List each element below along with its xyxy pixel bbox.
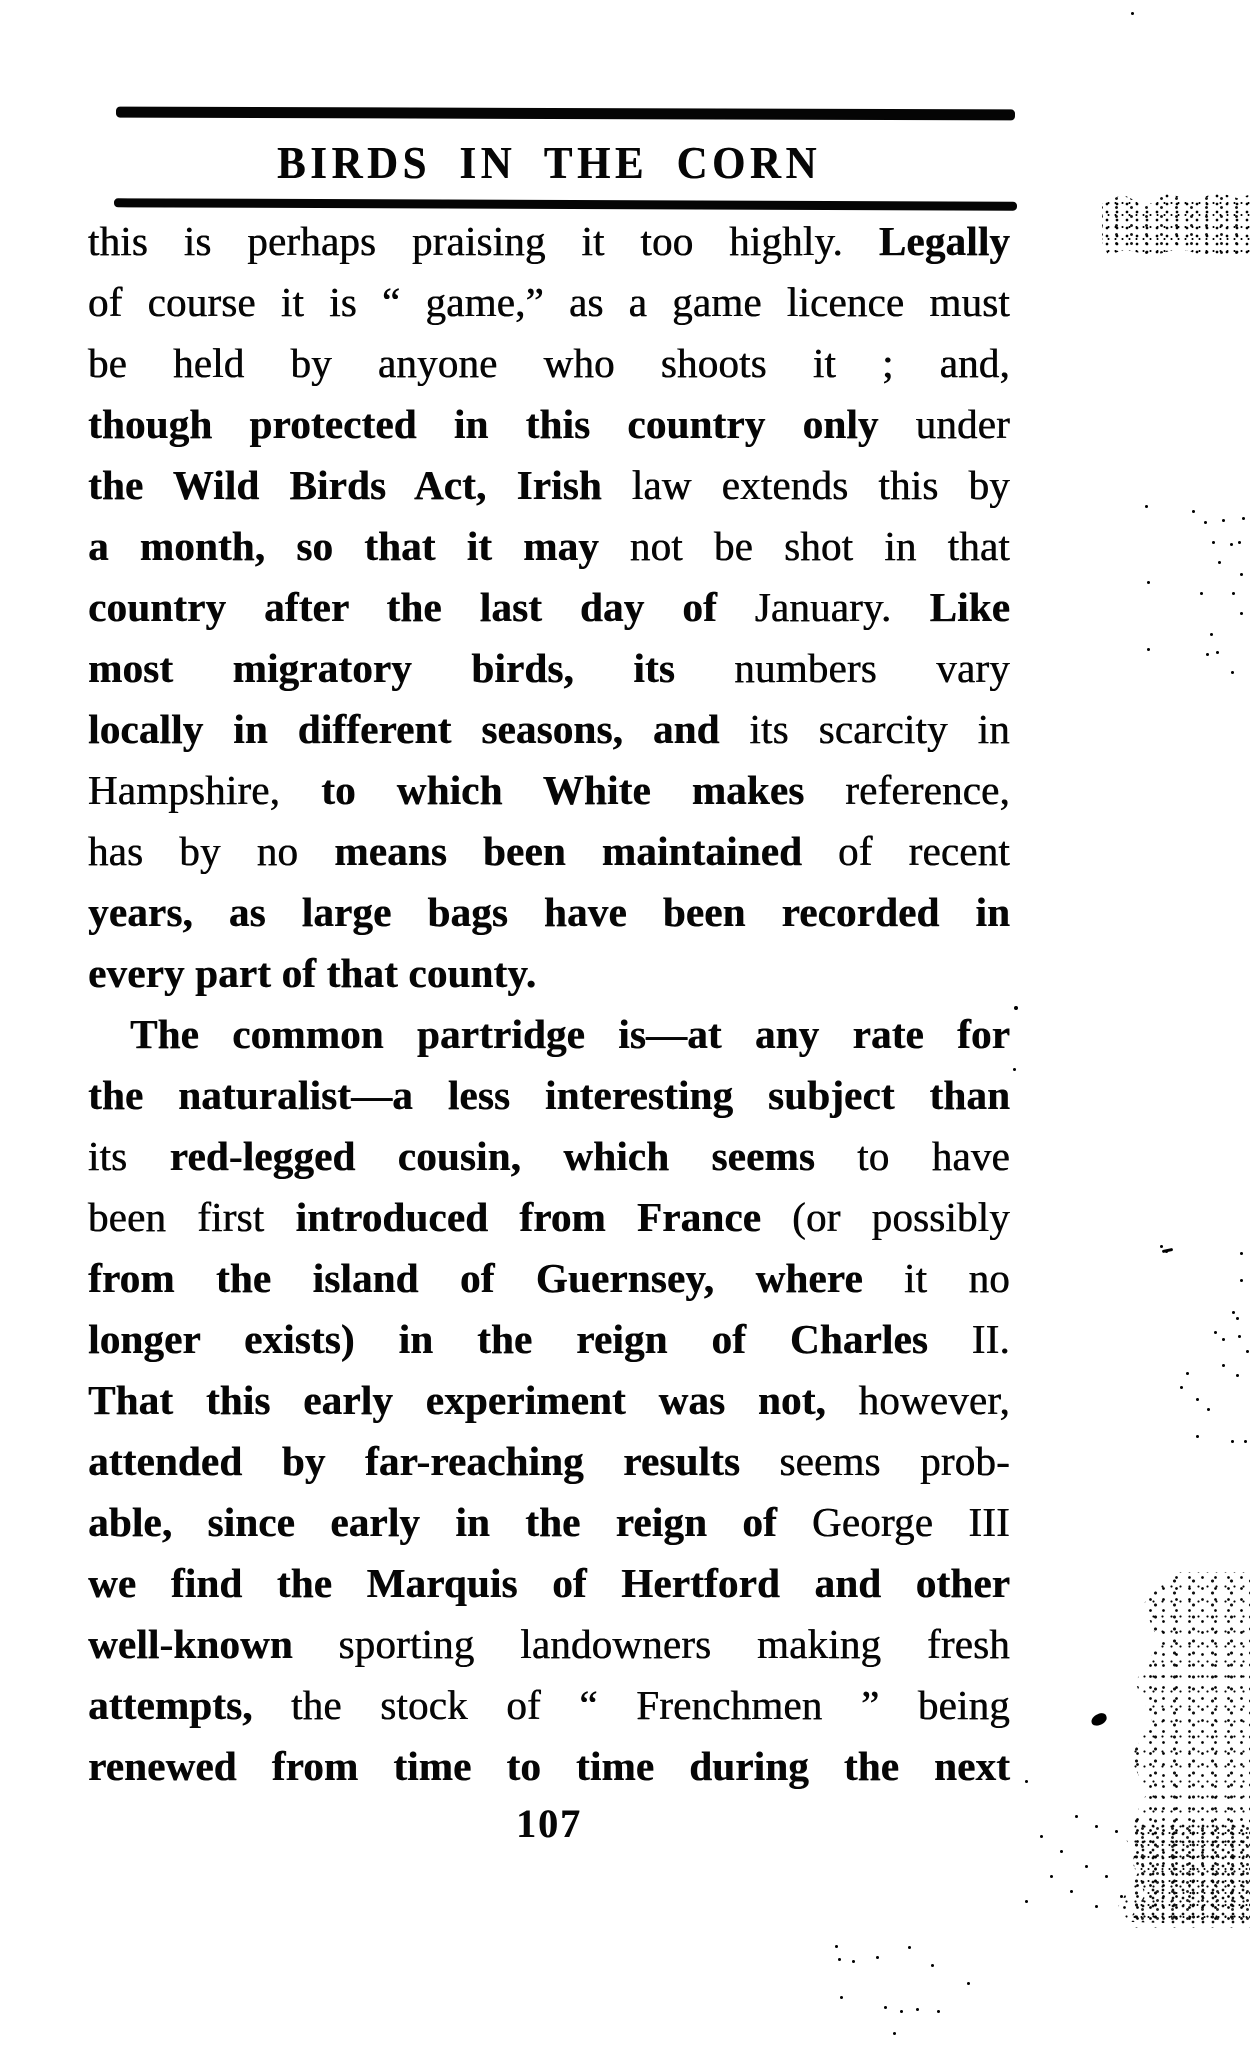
text-line: from the island of Guernsey, where it no (88, 1255, 1011, 1301)
text-line: well-known sporting landowners making fresh (88, 1621, 1010, 1667)
specks-bottom-center (835, 1945, 838, 1948)
text-line: most migratory birds, its numbers vary (88, 645, 1010, 691)
text-line: That this early experiment was not, however, (88, 1377, 1010, 1423)
margin-specks-right-lower (1025, 1780, 1028, 1783)
text-line: its red-legged cousin, which seems to have (88, 1133, 1010, 1179)
margin-specks-right-upper (1145, 505, 1148, 508)
text-line: we find the Marquis of Hertford and other (88, 1560, 1010, 1606)
ink-smudge-top-right (1102, 192, 1250, 256)
header-rule-bottom (114, 198, 1017, 210)
text-line: renewed from time to time during the next (88, 1743, 1010, 1789)
text-line: be held by anyone who shoots it ; and, (88, 340, 1010, 386)
text-line: attempts, the stock of “ Frenchmen ” being (88, 1682, 1010, 1728)
text-line: every part of that county. (88, 950, 537, 996)
speck-after-than (1013, 1068, 1016, 1071)
text-line: The common partridge is—at any rate for (130, 1011, 1010, 1057)
tilde-speck-right-margin (1162, 1248, 1173, 1253)
text-line: of course it is “ game,” as a game licence must (88, 279, 1010, 325)
speck-top-right (1131, 12, 1134, 15)
ink-blob-right-margin (1090, 1712, 1109, 1728)
text-line: country after the last day of January. Like (88, 584, 1011, 630)
text-line: a month, so that it may not be shot in that (88, 523, 1010, 569)
text-line: the Wild Birds Act, Irish law extends this by (88, 462, 1010, 508)
speck-after-for (1014, 1006, 1018, 1010)
text-line: attended by far-reaching results seems prob- (88, 1438, 1011, 1484)
text-line: the naturalist—a less interesting subject than (88, 1072, 1010, 1118)
text-line: been first introduced from France (or possibly (88, 1194, 1010, 1240)
text-line: though protected in this country only under (88, 401, 1010, 447)
chapter-title: BIRDS IN THE CORN (276, 137, 822, 188)
text-line: has by no means been maintained of recent (88, 828, 1010, 874)
text-line: years, as large bags have been recorded in (88, 889, 1010, 935)
text-line: Hampshire, to which White makes reference, (88, 767, 1010, 813)
body-text (88, 211, 1010, 1797)
page-number: 107 (516, 1801, 582, 1846)
text-line: this is perhaps praising it too highly. Legally (88, 218, 1010, 264)
margin-specks-right-mid (1160, 1245, 1163, 1248)
text-line: longer exists) in the reign of Charles II. (88, 1316, 1010, 1362)
header-rule-top (116, 107, 1015, 121)
text-line: locally in different seasons, and its scarcity in (88, 706, 1010, 752)
text-line: able, since early in the reign of George III (88, 1499, 1010, 1545)
speckle-band-dark-corner (1128, 1822, 1250, 1926)
